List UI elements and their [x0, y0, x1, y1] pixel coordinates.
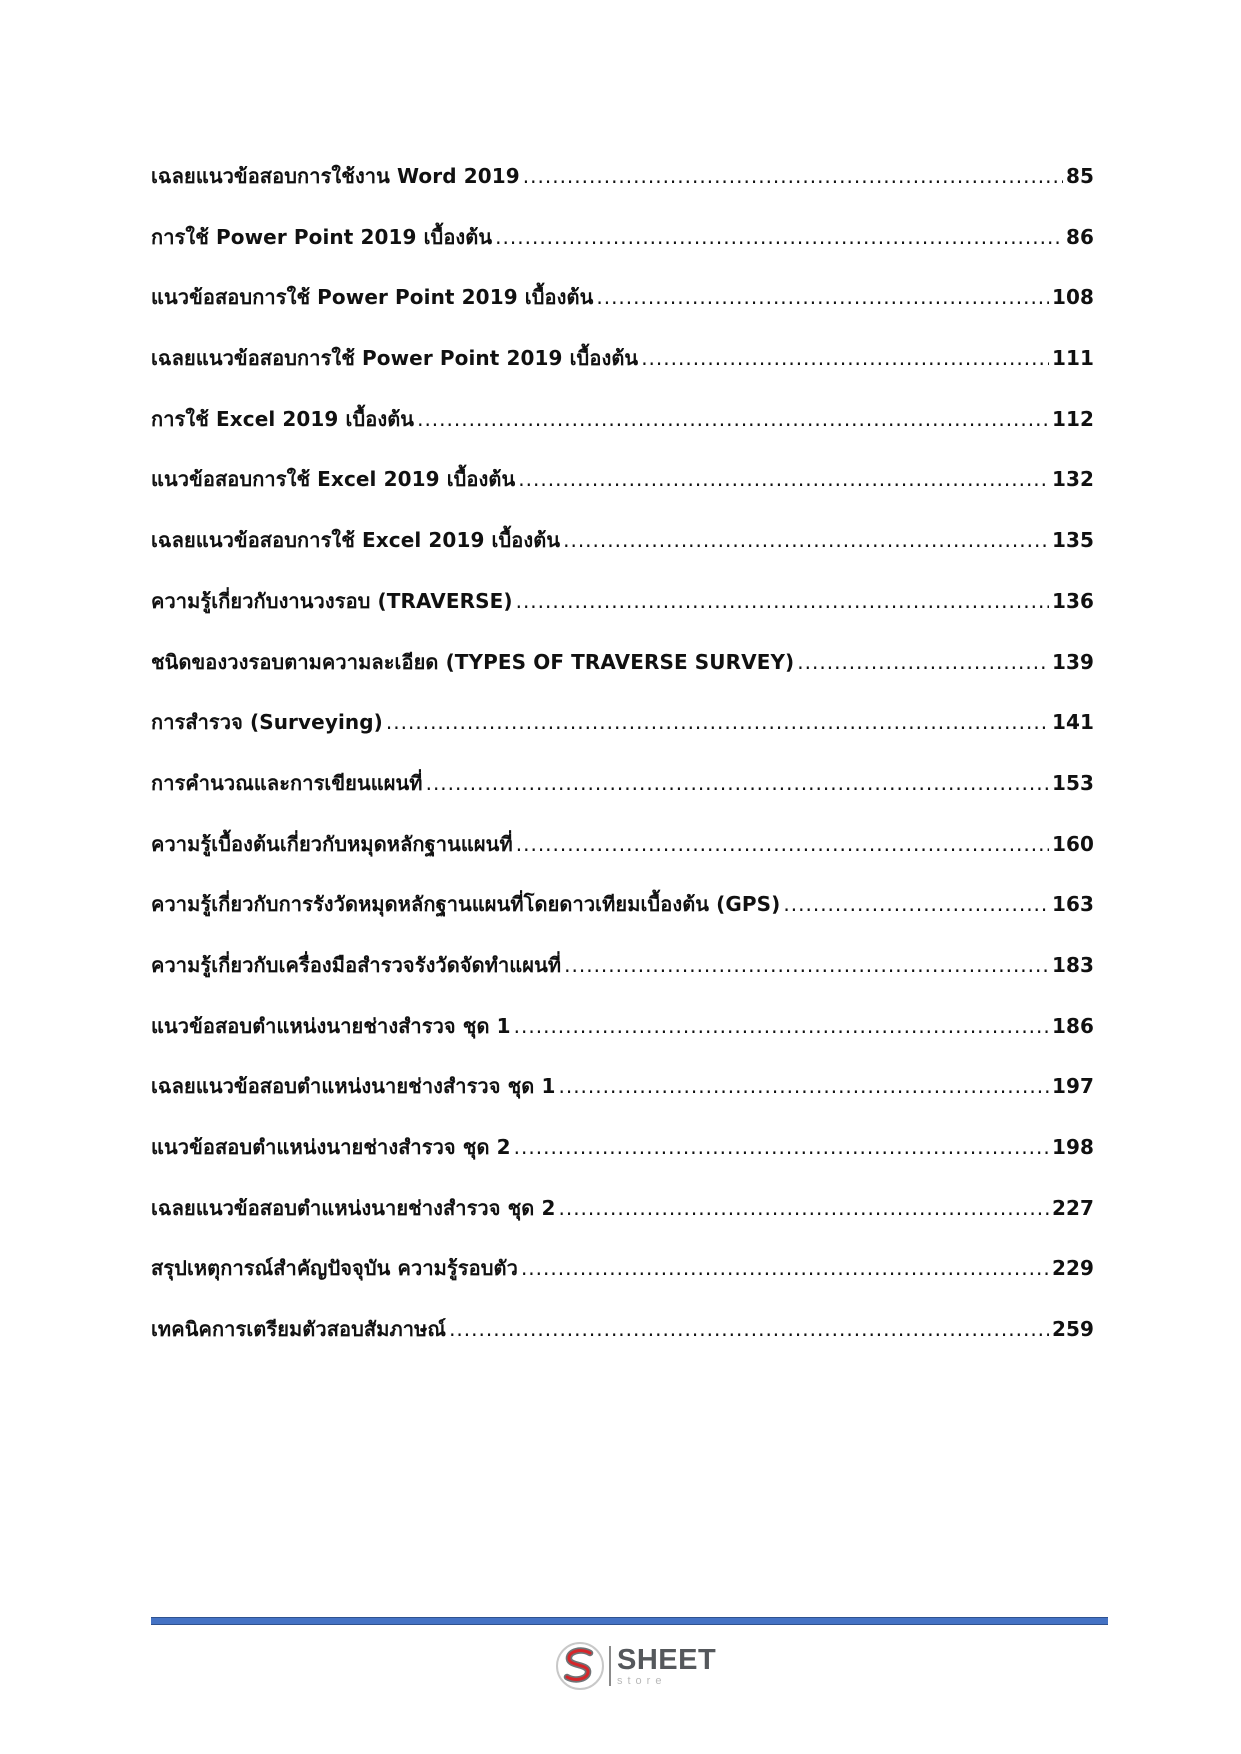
toc-dot-leader [641, 346, 1049, 370]
toc-dot-leader [783, 892, 1049, 916]
toc-entry-title: เฉลยแนวข้อสอบการใช้ Power Point 2019 เบื้องต้น [151, 346, 639, 371]
toc-entry-page: 132 [1051, 467, 1094, 492]
toc-dot-leader [558, 1074, 1048, 1098]
toc-entry-page: 112 [1051, 406, 1094, 431]
toc-entry-page: 111 [1051, 346, 1094, 371]
toc-entry-page: 197 [1051, 1074, 1094, 1099]
logo-word: SHEET [617, 1643, 717, 1676]
toc-entry[interactable] [151, 767, 1094, 828]
toc-entry[interactable] [151, 1313, 1094, 1374]
toc-entry[interactable] [151, 646, 1094, 707]
toc-entry[interactable] [151, 1070, 1094, 1131]
toc-entry-title: เฉลยแนวข้อสอบการใช้ Excel 2019 เบื้องต้น [151, 528, 561, 553]
sheet-store-s-logo-icon [555, 1641, 605, 1691]
footer-rule [151, 1617, 1108, 1625]
logo-wordmark [617, 1643, 717, 1687]
toc-entry[interactable] [151, 221, 1094, 282]
toc-entry[interactable] [151, 342, 1094, 403]
toc-entry[interactable] [151, 403, 1094, 464]
toc-entry-title: ความรู้เกี่ยวกับเครื่องมือสำรวจรังวัดจัดทำแผนที่ [151, 952, 562, 977]
logo-divider [609, 1646, 611, 1686]
toc-entry-page: 108 [1051, 285, 1094, 310]
toc-entry-title: การใช้ Excel 2019 เบื้องต้น [151, 406, 415, 431]
toc-entry-page: 163 [1051, 892, 1094, 917]
toc-dot-leader [449, 1317, 1049, 1341]
logo-subword: store [617, 1674, 667, 1687]
toc-entry-page: 86 [1065, 224, 1094, 249]
toc-entry-page: 186 [1051, 1013, 1094, 1038]
toc-entry-page: 227 [1051, 1195, 1094, 1220]
sheet-store-logo [555, 1640, 716, 1692]
toc-entry-title: แนวข้อสอบการใช้ Excel 2019 เบื้องต้น [151, 467, 516, 492]
toc-entry-title: ชนิดของวงรอบตามความละเอียด (TYPES OF TRAVERSE SURVEY) [151, 649, 795, 674]
toc-entry[interactable] [151, 524, 1094, 585]
toc-entry-page: 135 [1051, 528, 1094, 553]
toc-entry[interactable] [151, 1131, 1094, 1192]
toc-entry-title: ความรู้เกี่ยวกับงานวงรอบ (TRAVERSE) [151, 588, 513, 613]
toc-entry-page: 229 [1051, 1256, 1094, 1281]
toc-dot-leader [514, 1014, 1049, 1038]
toc-entry-title: การใช้ Power Point 2019 เบื้องต้น [151, 224, 493, 249]
toc-entry-page: 141 [1051, 710, 1094, 735]
toc-dot-leader [516, 589, 1049, 613]
toc-entry[interactable] [151, 888, 1094, 949]
toc-dot-leader [514, 1135, 1049, 1159]
toc-entry-title: ความรู้เบื้องต้นเกี่ยวกับหมุดหลักฐานแผนที่ [151, 831, 513, 856]
toc-entry-title: สรุปเหตุการณ์สำคัญปัจจุบัน ความรู้รอบตัว [151, 1256, 518, 1281]
toc-dot-leader [518, 467, 1049, 491]
toc-dot-leader [797, 650, 1049, 674]
toc-entry[interactable] [151, 585, 1094, 646]
toc-entry-title: การคำนวณและการเขียนแผนที่ [151, 770, 423, 795]
toc-entry[interactable] [151, 281, 1094, 342]
toc-entry-page: 183 [1051, 952, 1094, 977]
toc-entry-title: ความรู้เกี่ยวกับการรังวัดหมุดหลักฐานแผนที่โดยดาวเทียมเบื้องต้น (GPS) [151, 892, 781, 917]
toc-entry-page: 160 [1051, 831, 1094, 856]
table-of-contents [151, 160, 1094, 1374]
toc-dot-leader [516, 832, 1049, 856]
toc-dot-leader [417, 407, 1049, 431]
toc-dot-leader [523, 164, 1063, 188]
toc-dot-leader [521, 1256, 1049, 1280]
toc-entry-title: เทคนิคการเตรียมตัวสอบสัมภาษณ์ [151, 1317, 447, 1342]
toc-dot-leader [564, 953, 1049, 977]
toc-dot-leader [563, 528, 1049, 552]
toc-dot-leader [386, 710, 1049, 734]
toc-entry-page: 153 [1051, 770, 1094, 795]
toc-entry-page: 85 [1065, 164, 1094, 188]
toc-dot-leader [558, 1196, 1048, 1220]
toc-entry[interactable] [151, 828, 1094, 889]
toc-dot-leader [426, 771, 1049, 795]
toc-entry-title: เฉลยแนวข้อสอบการใช้งาน Word 2019 [151, 164, 520, 188]
toc-dot-leader [495, 225, 1063, 249]
toc-dot-leader [596, 285, 1049, 309]
toc-entry-title: เฉลยแนวข้อสอบตำแหน่งนายช่างสำรวจ ชุด 1 [151, 1074, 556, 1099]
toc-entry-title: การสำรวจ (Surveying) [151, 710, 383, 735]
toc-entry-page: 259 [1051, 1317, 1094, 1342]
toc-entry[interactable] [151, 706, 1094, 767]
toc-entry[interactable] [151, 1192, 1094, 1253]
toc-entry[interactable] [151, 160, 1094, 221]
toc-entry-title: แนวข้อสอบตำแหน่งนายช่างสำรวจ ชุด 2 [151, 1135, 511, 1159]
toc-entry-title: แนวข้อสอบตำแหน่งนายช่างสำรวจ ชุด 1 [151, 1013, 511, 1038]
toc-entry-title: แนวข้อสอบการใช้ Power Point 2019 เบื้องต้น [151, 285, 594, 310]
toc-entry[interactable] [151, 1252, 1094, 1313]
toc-entry-title: เฉลยแนวข้อสอบตำแหน่งนายช่างสำรวจ ชุด 2 [151, 1195, 556, 1220]
toc-entry[interactable] [151, 463, 1094, 524]
toc-entry[interactable] [151, 1010, 1094, 1071]
toc-entry-page: 139 [1051, 649, 1094, 674]
toc-entry-page: 136 [1051, 588, 1094, 613]
toc-entry-page: 198 [1051, 1135, 1094, 1159]
toc-entry[interactable] [151, 949, 1094, 1010]
